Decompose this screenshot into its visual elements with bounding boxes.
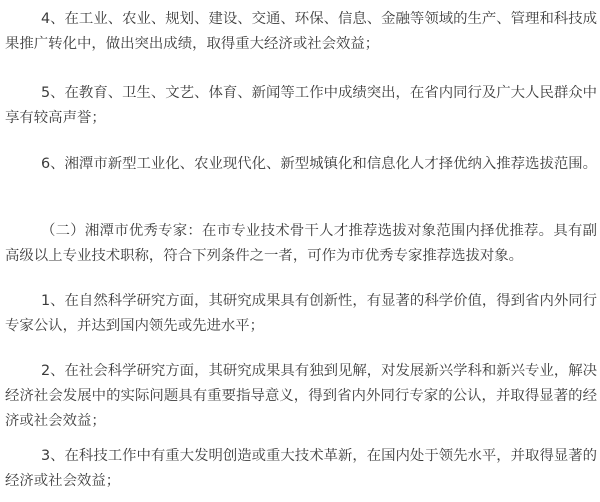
paragraph-item-6: 6、湘潭市新型工业化、农业现代化、新型城镇化和信息化人才择优纳入推荐选拔范围。 <box>41 156 598 172</box>
paragraph-item-5: 5、在教育、卫生、文艺、体育、新闻等工作中成绩突出，在省内同行及广大人民群众中享有较高声誉； <box>5 85 598 126</box>
paragraph-criterion-2: 2、在社会科学研究方面，其研究成果具有独到见解，对发展新兴学科和新兴专业，解决经济社会发展中的实际问题具有重要指导意义，得到省内外同行专家的公认，并取得显著的经济或社会效益； <box>5 363 598 429</box>
paragraph-section-2-intro: （二）湘潭市优秀专家：在市专业技术骨干人才推荐选拔对象范围内择优推荐。具有副高级以上专业技术职称，符合下列条件之一者，可作为市优秀专家推荐选拔对象。 <box>5 223 597 264</box>
paragraph-criterion-1: 1、在自然科学研究方面，其研究成果具有创新性，有显著的科学价值，得到省内外同行专家公认，并达到国内领先或先进水平； <box>5 293 598 334</box>
paragraph-item-4: 4、在工业、农业、规划、建设、交通、环保、信息、金融等领域的生产、管理和科技成果推广转化中，做出突出成绩，取得重大经济或社会效益； <box>5 11 598 52</box>
paragraph-criterion-3: 3、在科技工作中有重大发明创造或重大技术革新，在国内处于领先水平，并取得显著的经济或社会效益； <box>5 448 598 489</box>
